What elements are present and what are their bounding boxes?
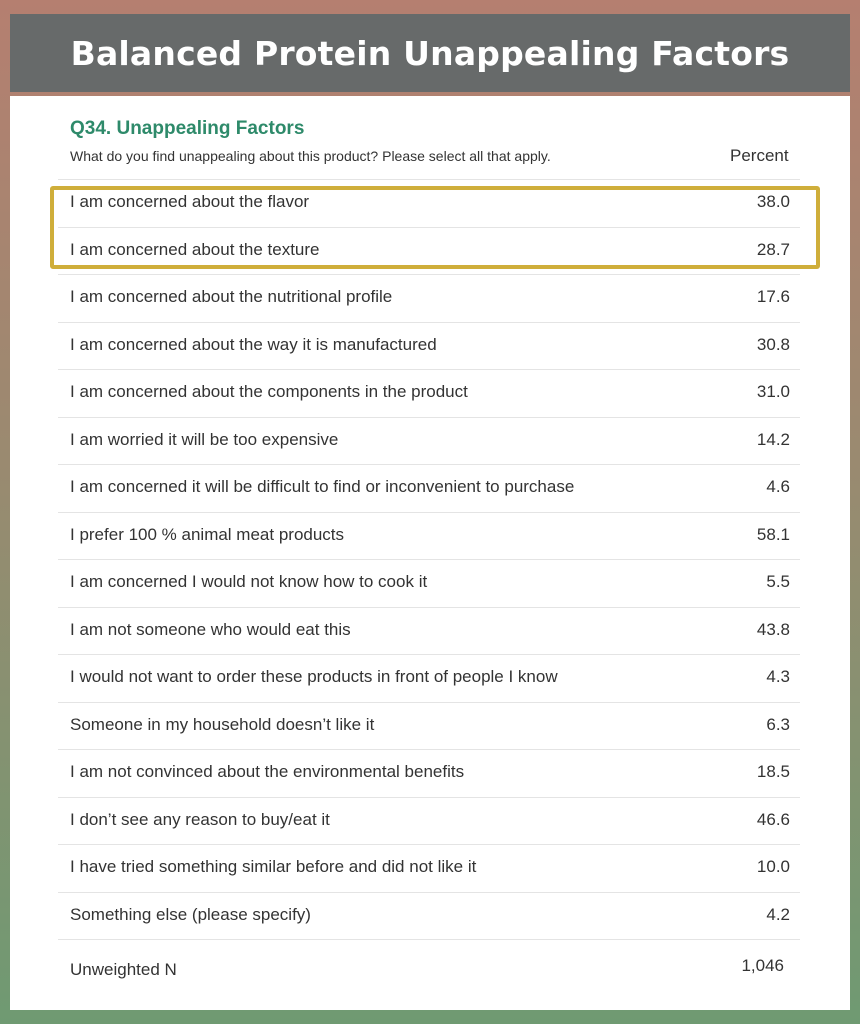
page-title-bar — [10, 14, 850, 92]
row-label: I am concerned about the nutritional profile — [70, 287, 393, 306]
table-row — [58, 227, 800, 275]
row-label: I don’t see any reason to buy/eat it — [70, 809, 330, 829]
row-value: 17.6 — [756, 287, 790, 306]
table-row — [58, 702, 800, 750]
row-value: 14.2 — [756, 429, 790, 449]
total-value: 1,046 — [741, 956, 784, 975]
row-label: I am concerned it will be difficult to find or inconvenient to purchase — [70, 477, 575, 496]
row-value: 28.7 — [756, 239, 790, 259]
table-row — [58, 559, 800, 607]
row-value: 6.3 — [766, 714, 790, 734]
table-row — [58, 654, 800, 702]
row-label: I prefer 100 % animal meat products — [70, 524, 345, 544]
percent-column-header: Percent — [730, 146, 789, 165]
total-label: Unweighted N — [70, 960, 177, 979]
row-label: I am concerned about the way it is manufactured — [70, 334, 437, 354]
row-value: 5.5 — [766, 572, 790, 591]
table-row — [58, 464, 800, 512]
question-title: Q34. Unappealing Factors — [70, 118, 305, 139]
row-label: I am not convinced about the environmental benefits — [70, 762, 465, 781]
table-row — [58, 322, 800, 370]
row-label: Someone in my household doesn’t like it — [70, 714, 375, 734]
row-label: I am not someone who would eat this — [70, 619, 351, 639]
total-row — [58, 939, 800, 987]
row-label: I would not want to order these products in front of people I know — [70, 667, 558, 686]
row-label: I am concerned about the texture — [70, 239, 320, 259]
table-row — [58, 179, 800, 227]
row-label: I am concerned about the components in the product — [70, 382, 468, 401]
row-value: 38.0 — [756, 192, 790, 211]
table-row — [58, 417, 800, 465]
table-row — [58, 512, 800, 560]
row-label: I am worried it will be too expensive — [70, 429, 339, 449]
row-value: 4.3 — [766, 667, 790, 686]
row-value: 18.5 — [756, 762, 790, 781]
row-value: 10.0 — [756, 857, 790, 876]
row-value: 31.0 — [756, 382, 790, 401]
results-table — [58, 179, 800, 987]
row-value: 30.8 — [756, 334, 790, 354]
row-label: I am concerned I would not know how to cook it — [70, 572, 428, 591]
row-value: 4.6 — [766, 477, 790, 496]
survey-table-panel — [10, 96, 850, 1010]
table-row — [58, 274, 800, 322]
table-row — [58, 749, 800, 797]
table-row — [58, 797, 800, 845]
row-value: 58.1 — [756, 524, 790, 544]
table-row — [58, 607, 800, 655]
row-value: 46.6 — [756, 809, 790, 829]
table-row — [58, 369, 800, 417]
row-value: 4.2 — [766, 904, 790, 924]
question-subtitle: What do you find unappealing about this product? Please select all that apply. — [70, 148, 551, 164]
row-label: Something else (please specify) — [70, 904, 311, 924]
row-label: I am concerned about the flavor — [70, 192, 310, 211]
page-title: Balanced Protein Unappealing Factors — [70, 33, 790, 73]
table-row — [58, 892, 800, 940]
row-value: 43.8 — [756, 619, 790, 639]
table-row — [58, 844, 800, 892]
row-label: I have tried something similar before and did not like it — [70, 857, 477, 876]
